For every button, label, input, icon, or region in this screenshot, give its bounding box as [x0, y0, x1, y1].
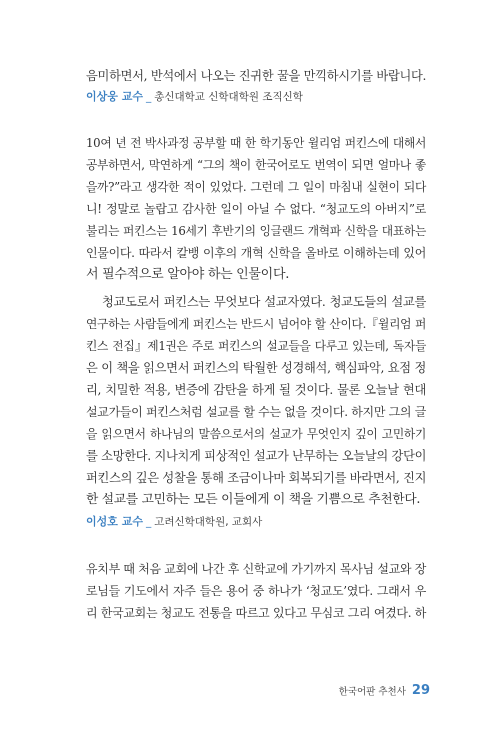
body-line: 연구하는 사람들에게 퍼킨스는 반드시 넘어야 할 산이다.『윌리엄 퍼 [86, 317, 426, 331]
running-footer-title: 한국어판 추천사 [338, 686, 406, 698]
recommender-name: 이성호 교수 [86, 515, 143, 528]
body-line: 서 필수적으로 알아야 하는 인물이다. [86, 267, 290, 282]
page-number: 29 [411, 683, 430, 698]
body-line: 설교가들이 퍼킨스처럼 설교를 할 수는 없을 것이다. 하지만 그의 글 [86, 405, 427, 419]
signature-separator: _ [145, 91, 152, 103]
body-line: 유치부 때 처음 교회에 나간 후 신학교에 가기까지 목사님 설교와 장 [86, 562, 427, 576]
signature-separator: _ [145, 516, 152, 528]
body-line: 리, 치밀한 적용, 변증에 감탄을 하게 될 것이다. 물론 오늘날 현대 [86, 383, 426, 397]
page-footer [339, 680, 430, 699]
body-line-indented: 청교도로서 퍼킨스는 무엇보다 설교자였다. 청교도들의 설교를 [102, 295, 426, 309]
recommender-signature [86, 514, 262, 530]
recommender-affiliation: 총신대학교 신학대학원 조직신학 [154, 91, 303, 103]
recommender-signature [86, 89, 303, 105]
body-line: 공부하면서, 막연하게 “그의 책이 한국어로도 번역이 되면 얼마나 좋 [86, 158, 426, 172]
body-line: 를 소망한다. 지나치게 피상적인 설교가 난무하는 오늘날의 강단이 [86, 449, 427, 463]
body-line: 은 이 책을 읽으면서 퍼킨스의 탁월한 성경해석, 핵심파악, 요점 정 [86, 361, 426, 375]
body-line: 킨스 전집』제1권은 주로 퍼킨스의 설교들을 다루고 있는데, 독자들 [86, 339, 426, 353]
body-line: 리 한국교회는 청교도 전통을 따르고 있다고 무심코 그리 여겼다. 하 [86, 606, 427, 620]
body-line: 불리는 퍼킨스는 16세기 후반기의 잉글랜드 개혁파 신학을 대표하는 [86, 224, 426, 238]
body-line: 10여 년 전 박사과정 공부할 때 한 학기동안 윌리엄 퍼킨스에 대해서 [86, 136, 426, 150]
body-line: 로님들 기도에서 자주 들은 용어 중 하나가 ‘청교도’였다. 그래서 우 [86, 584, 426, 598]
body-line: 음미하면서, 반석에서 나오는 진귀한 꿀을 만끽하시기를 바랍니다. [86, 69, 427, 83]
body-line: 을 읽으면서 하나님의 말씀으로서의 설교가 무엇인지 깊이 고민하기 [86, 427, 426, 441]
recommender-name: 이상웅 교수 [86, 90, 143, 103]
body-line: 한 설교를 고민하는 모든 이들에게 이 책을 기쁨으로 추천한다. [86, 492, 421, 507]
body-line: 퍼킨스의 깊은 성찰을 통해 조금이나마 회복되기를 바라면서, 진지 [86, 471, 427, 485]
recommender-affiliation: 고려신학대학원, 교회사 [154, 516, 263, 528]
body-line: 을까?”라고 생각한 적이 있었다. 그런데 그 일이 마침내 실현이 되다 [86, 180, 426, 194]
body-line: 인물이다. 따라서 칼뱅 이후의 개혁 신학을 올바로 이해하는데 있어 [86, 246, 426, 260]
body-line: 니! 정말로 놀랍고 감사한 일이 아닐 수 없다. “청교도의 아버지”로 [86, 202, 426, 216]
